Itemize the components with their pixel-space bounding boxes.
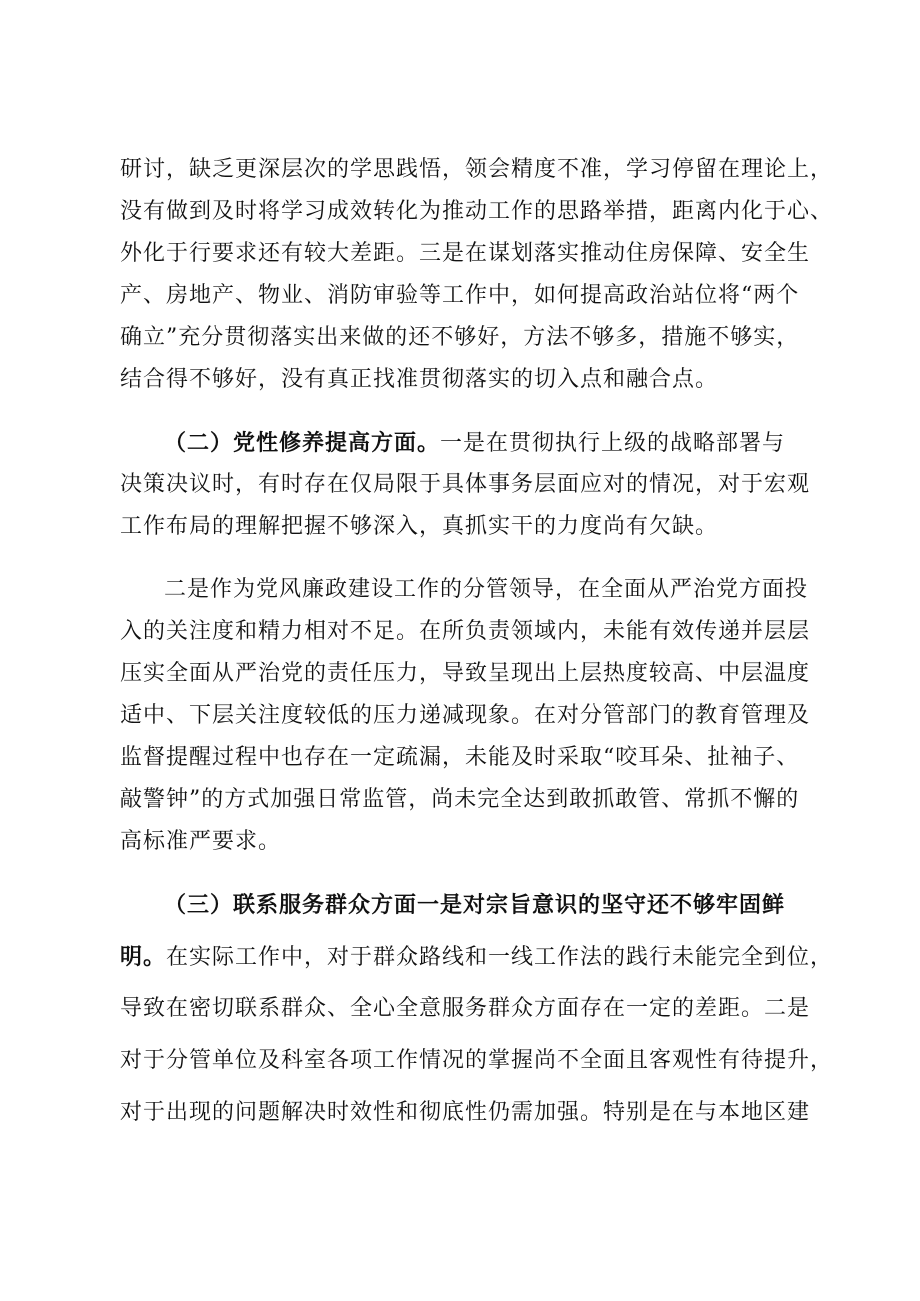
text-line	[120, 942, 834, 972]
text-line	[120, 743, 800, 773]
line-text: 入的关注度和精力相对不足。在所负责领域内，未能有效传递并层层	[120, 619, 811, 644]
section-heading-line	[164, 890, 800, 920]
text-line	[120, 701, 811, 731]
line-text: 外化于行要求还有较大差距。三是在谋划落实推动住房保障、安全生	[120, 241, 811, 266]
text-line	[120, 323, 800, 353]
section-heading-line	[164, 428, 800, 458]
line-text: 对于出现的问题解决时效性和彻底性仍需加强。特别是在与本地区建	[120, 1100, 811, 1125]
line-text: 产、房地产、物业、消防审验等工作中，如何提高政治站位将“两个	[120, 283, 800, 308]
text-line	[120, 470, 811, 500]
text-line	[120, 1046, 834, 1076]
line-text: 对于分管单位及科室各项工作情况的掌握尚不全面且客观性有待提升，	[120, 1048, 834, 1073]
line-text: 一是在贯彻执行上级的战略部署与	[440, 431, 786, 456]
text-line	[120, 197, 834, 227]
line-text: 敲警钟”的方式加强日常监管，尚未完全达到敢抓敢管、常抓不懈的	[120, 787, 800, 812]
line-text: 决策决议时，有时存在仅局限于具体事务层面应对的情况，对于宏观	[120, 472, 811, 497]
section-heading-3: （三）联系服务群众方面一是对宗旨意识的坚守还不够牢固鲜	[164, 892, 786, 918]
text-line	[164, 575, 809, 605]
line-text: 没有做到及时将学习成效转化为推动工作的思路举措，距离内化于心、	[120, 199, 834, 224]
text-line	[120, 785, 800, 815]
text-line	[120, 994, 811, 1024]
line-text: 确立”充分贯彻落实出来做的还不够好，方法不够多，措施不够实，	[120, 325, 800, 350]
line-text: 压实全面从严治党的责任压力，导致呈现出上层热度较高、中层温度	[120, 661, 811, 686]
text-line	[120, 512, 800, 542]
text-line	[120, 1098, 811, 1128]
text-line	[120, 827, 800, 857]
line-text: 高标准严要求。	[120, 829, 282, 854]
text-line	[120, 617, 811, 647]
line-text: 二是作为党风廉政建设工作的分管领导，在全面从严治党方面投	[164, 577, 809, 602]
text-line	[120, 155, 834, 185]
section-heading-2: （二）党性修养提高方面。	[164, 430, 441, 456]
text-line	[120, 365, 800, 395]
line-text: 适中、下层关注度较低的压力递减现象。在对分管部门的教育管理及	[120, 703, 811, 728]
line-text: 监督提醒过程中也存在一定疏漏，未能及时采取“咬耳朵、扯袖子、	[120, 745, 800, 770]
text-line	[120, 659, 811, 689]
text-line	[120, 239, 811, 269]
line-text: 在实际工作中，对于群众路线和一线工作法的践行未能完全到位，	[166, 945, 834, 970]
section-heading-3-continued: 明。	[120, 944, 167, 970]
line-text: 工作布局的理解把握不够深入，真抓实干的力度尚有欠缺。	[120, 514, 719, 539]
line-text: 研讨，缺乏更深层次的学思践悟，领会精度不准，学习停留在理论上，	[120, 157, 834, 182]
line-text: 导致在密切联系群众、全心全意服务群众方面存在一定的差距。二是	[120, 996, 811, 1021]
line-text: 结合得不够好，没有真正找准贯彻落实的切入点和融合点。	[120, 367, 719, 392]
text-line	[120, 281, 800, 311]
